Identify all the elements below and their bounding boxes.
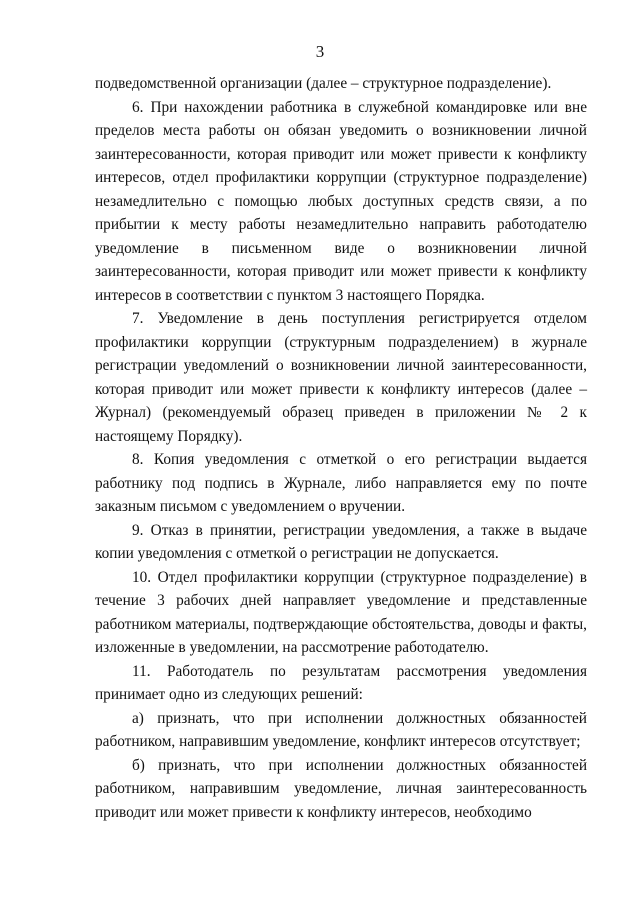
paragraph-8: 8. Копия уведомления с отметкой о его регистрации выдается работнику под подпись в Журнале, либо направляется ему по почте заказным письмом с уведомлением о вручении. <box>95 451 587 515</box>
paragraph-6: 6. При нахождении работника в служебной командировке или вне пределов места работы он обязан уведомить о возникновении личной заинтересованности, которая приводит или может привести к конфликту интересов, отдел профилактики коррупции (структурное подразделение) незамедлительно с помощью любых доступных средств связи, а по прибытии к месту работы незамедлительно направить работодателю уведомление в письменном виде о возникновении личной заинтересованности, которая приводит или может привести к конфликту интересов в соответствии с пунктом 3 настоящего Порядка. <box>95 98 587 304</box>
page-number: 3 <box>315 42 325 61</box>
paragraph-11: 11. Работодатель по результатам рассмотрения уведомления принимает одно из следующих решений: <box>95 662 587 703</box>
paragraph-7: 7. Уведомление в день поступления регистрируется отделом профилактики коррупции (структурным подразделением) в журнале регистрации уведомлений о возникновении личной заинтересованности, которая приводит или может привести к конфликту интересов (далее – Журнал) (рекомендуемый образец приведен в приложении № 2 к настоящему Порядку). <box>95 310 587 445</box>
paragraph-9: 9. Отказ в принятии, регистрации уведомления, а также в выдаче копии уведомления с отметкой о регистрации не допускается. <box>95 521 587 562</box>
document-body <box>95 72 587 824</box>
paragraph-continuation: подведомственной организации (далее – структурное подразделение). <box>95 75 552 92</box>
paragraph-11-b: б) признать, что при исполнении должностных обязанностей работником, направившим уведомление, личная заинтересованность приводит или может привести к конфликту интересов, необходимо <box>95 756 587 821</box>
paragraph-10: 10. Отдел профилактики коррупции (структурное подразделение) в течение 3 рабочих дней направляет уведомление и представленные работником материалы, подтверждающие обстоятельства, доводы и факты, изложенные в уведомлении, на рассмотрение работодателю. <box>95 568 587 656</box>
paragraph-11-a: а) признать, что при исполнении должностных обязанностей работником, направившим уведомление, конфликт интересов отсутствует; <box>95 709 587 750</box>
